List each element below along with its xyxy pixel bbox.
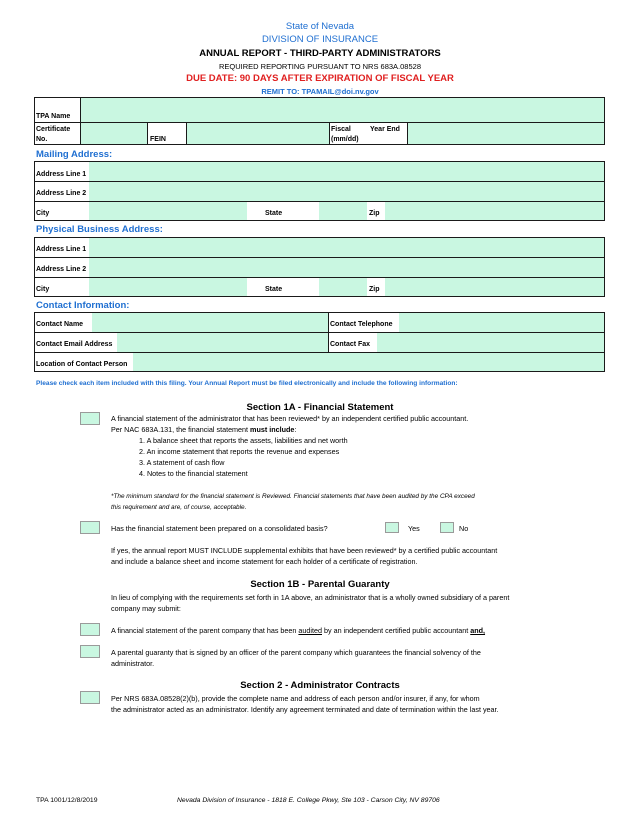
due-date: DUE DATE: 90 DAYS AFTER EXPIRATION OF FISCAL YEAR xyxy=(186,73,454,84)
section-1b-item-1: A financial statement of the parent company that has been audited by an independent certified public accountant and, xyxy=(111,626,486,635)
section-1b-intro-2: company may submit: xyxy=(111,604,181,613)
section-2-checkbox[interactable] xyxy=(80,691,100,704)
consolidated-no-checkbox[interactable] xyxy=(440,522,454,533)
section-1a-item-3: 3. A statement of cash flow xyxy=(139,458,225,467)
tpa-block xyxy=(34,97,605,145)
section-1b-intro-1: In lieu of complying with the requirements set forth in 1A above, an administrator that is a wholly owned subsidiary of a parent xyxy=(111,593,510,602)
mailing-address1-label: Address Line 1 xyxy=(36,171,87,178)
report-title: ANNUAL REPORT - THIRD-PARTY ADMINISTRATORS xyxy=(199,48,441,59)
physical-address2-field[interactable] xyxy=(89,258,604,277)
contact-telephone-label: Contact Telephone xyxy=(330,321,393,328)
contact-location-field[interactable] xyxy=(133,353,604,371)
division-title: DIVISION OF INSURANCE xyxy=(261,34,379,45)
year-end-label: Year End xyxy=(370,126,400,133)
tpa-name-label: TPA Name xyxy=(36,113,71,120)
contact-fax-label: Contact Fax xyxy=(330,341,371,348)
consolidated-yes-checkbox[interactable] xyxy=(385,522,399,533)
consolidated-question: Has the financial statement been prepared on a consolidated basis? xyxy=(111,524,328,533)
parental-guaranty-checkbox[interactable] xyxy=(80,645,100,658)
section-1a-item-2: 2. An income statement that reports the revenue and expenses xyxy=(139,447,340,456)
contact-heading: Contact Information: xyxy=(36,300,130,311)
mailing-heading: Mailing Address: xyxy=(36,149,113,160)
section-1a-item-1: 1. A balance sheet that reports the assets, liabilities and net worth xyxy=(139,436,348,445)
section-1a-checkbox[interactable] xyxy=(80,412,100,425)
tpa-name-field[interactable] xyxy=(80,98,604,122)
section-2-title: Section 2 - Administrator Contracts xyxy=(240,680,400,691)
contact-name-label: Contact Name xyxy=(36,321,84,328)
section-1a-line2: Per NAC 683A.131, the financial statement must include: xyxy=(111,425,297,434)
instructions: Please check each item included with this filing. Your Annual Report must be filed electronically and include the following information: xyxy=(36,380,458,387)
mailing-address2-label: Address Line 2 xyxy=(36,190,87,197)
fein-label: FEIN xyxy=(150,136,166,143)
certificate-no-field[interactable] xyxy=(80,123,147,144)
mailing-state-field[interactable] xyxy=(319,202,367,220)
physical-address1-field[interactable] xyxy=(89,238,604,257)
section-2-line1: Per NRS 683A.08528(2)(b), provide the complete name and address of each person and/or insurer, if any, for whom xyxy=(111,694,480,703)
report-subtitle: REQUIRED REPORTING PURSUANT TO NRS 683A.08528 xyxy=(218,62,421,71)
physical-city-label: City xyxy=(36,286,50,293)
contact-fax-field[interactable] xyxy=(377,333,604,352)
contact-name-field[interactable] xyxy=(92,313,328,332)
mailing-address2-field[interactable] xyxy=(89,182,604,201)
mailing-zip-field[interactable] xyxy=(385,202,604,220)
section-1a-ifyes-1: If yes, the annual report MUST INCLUDE supplemental exhibits that have been reviewed* by a certified public accountant xyxy=(111,546,498,555)
contact-location-label: Location of Contact Person xyxy=(36,361,128,368)
state-title: State of Nevada xyxy=(285,21,355,32)
section-1a-note-1: *The minimum standard for the financial statement is Reviewed. Financial statements that have been audited by the CPA exceed xyxy=(111,493,475,500)
contact-email-field[interactable] xyxy=(117,333,328,352)
fein-field[interactable] xyxy=(186,123,329,144)
mailing-zip-label: Zip xyxy=(369,210,380,217)
certificate-label-1: Certificate xyxy=(36,126,71,133)
consolidated-checkbox[interactable] xyxy=(80,521,100,534)
mailing-state-label: State xyxy=(265,210,283,217)
consolidated-no-label: No xyxy=(459,524,469,533)
physical-heading: Physical Business Address: xyxy=(36,224,163,235)
physical-state-field[interactable] xyxy=(319,278,367,296)
section-1b-title: Section 1B - Parental Guaranty xyxy=(250,579,390,590)
mailing-city-label: City xyxy=(36,210,50,217)
fiscal-label-1: Fiscal xyxy=(331,126,351,133)
fiscal-year-end-field[interactable] xyxy=(407,123,604,144)
section-1a-ifyes-2: and include a balance sheet and income statement for each holder of a certificate of registration. xyxy=(111,557,418,566)
physical-zip-label: Zip xyxy=(369,286,380,293)
footer-address: Nevada Division of Insurance - 1818 E. College Pkwy, Ste 103 - Carson City, NV 89706 xyxy=(177,797,440,804)
physical-city-field[interactable] xyxy=(89,278,247,296)
section-1b-item-2-line2: administrator. xyxy=(111,659,155,668)
section-1a-title: Section 1A - Financial Statement xyxy=(246,402,394,413)
mailing-address1-field[interactable] xyxy=(89,162,604,181)
physical-zip-field[interactable] xyxy=(385,278,604,296)
physical-state-label: State xyxy=(265,286,283,293)
parent-financial-checkbox[interactable] xyxy=(80,623,100,636)
section-2-line2: the administrator acted as an administrator. Identify any agreement terminated and date of termination within the last year. xyxy=(111,705,499,714)
footer-form-id: TPA 1001/12/8/2019 xyxy=(36,797,98,804)
physical-address1-label: Address Line 1 xyxy=(36,246,87,253)
section-1b-item-2-line1: A parental guaranty that is signed by an officer of the parent company which guarantees the financial solvency of the xyxy=(111,648,481,657)
section-1a-line1: A financial statement of the administrator that has been reviewed* by an independent certified public accountant. xyxy=(111,414,469,423)
mailing-city-field[interactable] xyxy=(89,202,247,220)
section-1a-item-4: 4. Notes to the financial statement xyxy=(139,469,248,478)
section-1a-note-2: this requirement and are, of course, acceptable. xyxy=(111,504,247,511)
remit-to: REMIT TO: TPAMAIL@doi.nv.gov xyxy=(261,87,379,96)
contact-email-label: Contact Email Address xyxy=(36,341,113,348)
physical-address-block xyxy=(34,237,605,297)
mailing-address-block xyxy=(34,161,605,221)
physical-address2-label: Address Line 2 xyxy=(36,266,87,273)
consolidated-yes-label: Yes xyxy=(408,524,420,533)
fiscal-label-2: (mm/dd) xyxy=(331,136,359,143)
certificate-label-2: No. xyxy=(36,136,48,143)
contact-telephone-field[interactable] xyxy=(399,313,604,332)
